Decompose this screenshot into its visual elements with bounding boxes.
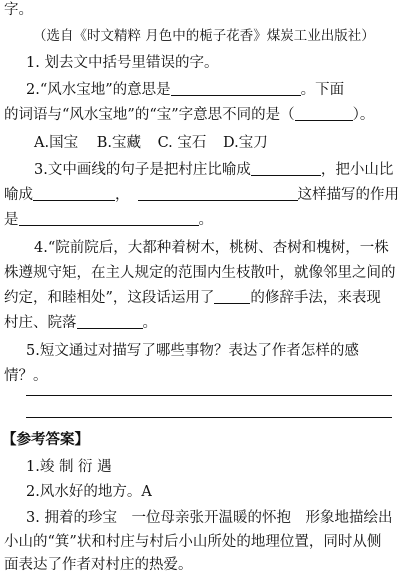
option-d: D.宝刀: [222, 135, 268, 151]
question-4-text-c: 约定，和睦相处”，这段话运用了: [4, 290, 215, 306]
question-3-text-a: 3.文中画线的句子是把村庄比喻成: [34, 162, 251, 178]
question-2-line-2: [4, 105, 374, 125]
answer-blank[interactable]: [138, 186, 298, 201]
question-4-line-1: 4.“院前院后，大都种着树木，桃树、杏树和槐树，一株: [34, 240, 389, 256]
question-2-text-a: 2.“风水宝地”的意思是: [26, 82, 171, 98]
answer-blank[interactable]: [214, 289, 250, 304]
question-2-text-c: 的词语与“风水宝地”的“宝”字意思不同的是（: [4, 107, 295, 123]
answer-3-line-2: 小山的“箕”状和村庄与村后小山所处的地理位置，同时从侧: [4, 534, 382, 550]
option-b: B.宝藏: [96, 135, 141, 151]
answer-line[interactable]: [26, 417, 392, 418]
question-5-line-1: 5.短文通过对描写了哪些事物？表达了作者怎样的感: [26, 343, 359, 359]
question-4-text-d: 的修辞手法，来表现: [250, 290, 381, 306]
answer-2: 2.风水好的地方。A: [26, 484, 152, 500]
question-3-line-1: [34, 160, 393, 180]
answer-blank[interactable]: [251, 161, 321, 176]
answer-line[interactable]: [26, 395, 392, 396]
question-4-line-4: [4, 313, 157, 333]
answer-3-line-3: 面表达了作者对村庄的热爱。: [4, 557, 193, 573]
answer-blank[interactable]: [77, 314, 143, 329]
source-citation: （选自《时文精粹 月色中的栀子花香》煤炭工业出版社）: [33, 28, 375, 44]
answer-blank[interactable]: [295, 106, 353, 121]
question-2-text-b: 。下面: [300, 82, 345, 98]
option-c: C. 宝石: [157, 135, 207, 151]
question-3-text-e: 这样描写的作用: [297, 187, 399, 203]
question-2-options: [34, 133, 268, 153]
question-3-text-g: 。: [198, 212, 213, 228]
answer-1: 1.竣 制 衍 遇: [26, 459, 112, 475]
question-4-text-e: 村庄、院落: [4, 315, 77, 331]
question-3-text-f: 是: [4, 212, 19, 228]
question-4-line-2: 株遵规守矩，在主人规定的范围内生枝散叶，就像邻里之间的: [4, 265, 396, 281]
answer-blank[interactable]: [19, 211, 199, 226]
question-4-text-f: 。: [142, 315, 157, 331]
question-2-text-d: ）。: [352, 107, 375, 123]
question-4-line-3: [4, 288, 381, 308]
question-3-line-3: [4, 210, 213, 230]
answer-header: 【参考答案】: [2, 431, 89, 448]
question-5-line-2: 情？。: [4, 368, 48, 384]
question-3-text-d: ，: [115, 187, 130, 203]
question-3-line-2: [4, 185, 399, 205]
question-3-text-b: ，把小山比: [320, 162, 394, 178]
answer-blank[interactable]: [171, 81, 301, 96]
answer-blank[interactable]: [33, 186, 115, 201]
question-3-text-c: 喻成: [4, 187, 33, 203]
top-fragment: 字。: [4, 2, 33, 18]
answer-3-line-1: 3. 拥着的珍宝 一位母亲张开温暖的怀抱 形象地描绘出: [26, 510, 393, 526]
option-a: A.国宝: [34, 135, 79, 151]
question-2-line-1: [26, 80, 344, 100]
question-1: 1. 划去文中括号里错误的字。: [26, 55, 219, 71]
